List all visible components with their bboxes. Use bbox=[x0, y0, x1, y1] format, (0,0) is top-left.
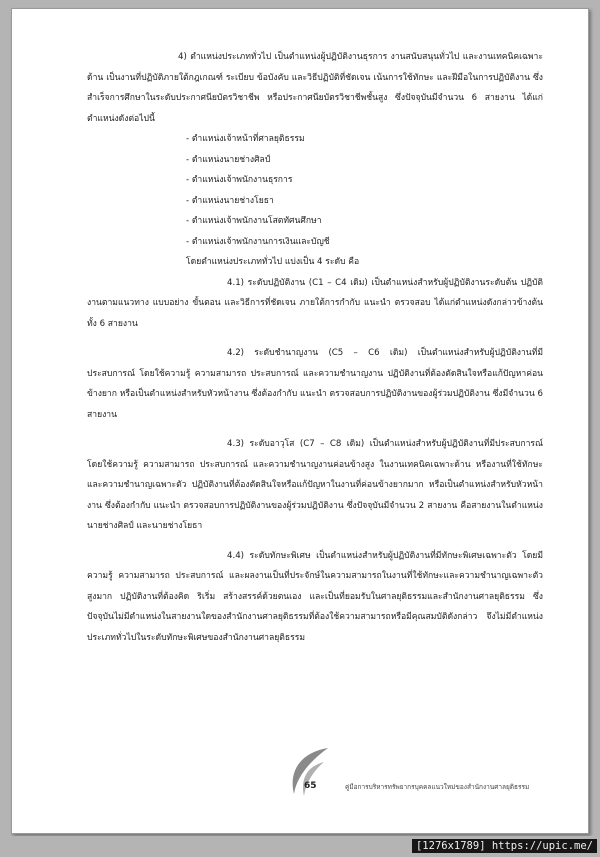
position-list-item: - ตำแหน่งนายช่างโยธา bbox=[186, 195, 274, 206]
paragraph-4: 4) ตำแหน่งประเภททั่วไป เป็นตำแหน่งผู้ปฏิบัติงานธุรการ งานสนับสนุนทั่วไป และงานเทคนิคเฉพาะด้าน เป็นงานที่ปฏิบัติภายใต้กฎเกณฑ์ ระเบียบ ข้อบังคับ และวิธีปฏิบัติที่ชัดเจน เน้นการใช้ทักษะ และฝีมือในการปฏิบัติงาน ซึ่งสำเร็จการศึกษาในระดับประกาศนียบัตรวิชาชีพ หรือประกาศนียบัตรวิชาชีพชั้นสูง ซึ่งปัจจุบันมีจำนวน 6 สายงาน ได้แก่ตำแหน่งดังต่อไปนี้ bbox=[87, 52, 543, 124]
swoosh-logo-icon bbox=[284, 744, 334, 800]
paragraph-level-4-1: 4.1) ระดับปฏิบัติงาน (C1 – C4 เดิม) เป็นตำแหน่งสำหรับผู้ปฏิบัติงานระดับต้น ปฏิบัติงานตามแนวทาง แบบอย่าง ขั้นตอน และวิธีการที่ชัดเจน ภายใต้การกำกับ แนะนำ ตรวจสอบ ได้แก่ตำแหน่งดังกล่าวข้างต้นทั้ง 6 สายงาน bbox=[87, 277, 543, 329]
levels-intro: โดยตำแหน่งประเภททั่วไป แบ่งเป็น 4 ระดับ คือ bbox=[186, 257, 360, 267]
footer-title: คู่มือการบริหารทรัพยากรบุคคลแนวใหม่ของสำนักงานศาลยุติธรรม bbox=[345, 783, 530, 791]
paragraph-level-4-3: 4.3) ระดับอาวุโส (C7 – C8 เดิม) เป็นตำแหน่งสำหรับผู้ปฏิบัติงานที่มีประสบการณ์ โดยใช้ความรู้ ความสามารถ ประสบการณ์ และความชำนาญงานค่อนข้างสูง ในงานเทคนิคเฉพาะด้าน หรืองานที่ใช้ทักษะและความชำนาญเฉพาะตัว ปฏิบัติงานที่ต้องตัดสินใจหรือแก้ปัญหาในงานที่ค่อนข้างยากมาก หรือเป็นตำแหน่งสำหรับหัวหน้างาน ซึ่งต้องกำกับ แนะนำ ตรวจสอบการปฏิบัติงานของผู้ร่วมปฏิบัติงาน ซึ่งปัจจุบันมีจำนวน 2 สายงาน คือสายงานในตำแหน่งนายช่างศิลป์ และนายช่างโยธา bbox=[87, 439, 543, 531]
position-list-item: - ตำแหน่งนายช่างศิลป์ bbox=[186, 154, 271, 165]
image-watermark: [1276x1789] https://upic.me/ bbox=[412, 839, 597, 853]
position-list-item: - ตำแหน่งเจ้าพนักงานการเงินและบัญชี bbox=[186, 236, 330, 247]
document-page bbox=[11, 8, 589, 834]
page-number: 65 bbox=[304, 781, 317, 791]
paragraph-level-4-2: 4.2) ระดับชำนาญงาน (C5 – C6 เดิม) เป็นตำแหน่งสำหรับผู้ปฏิบัติงานที่มีประสบการณ์ โดยใช้ความรู้ ความสามารถ ประสบการณ์ และความชำนาญงาน ปฏิบัติงานที่ต้องตัดสินใจหรือแก้ปัญหาค่อนข้างยาก หรือเป็นตำแหน่งสำหรับหัวหน้างาน ซึ่งต้องกำกับ แนะนำ ตรวจสอบการปฏิบัติงานของผู้ร่วมปฏิบัติงาน ซึ่งมีจำนวน 6 สายงาน bbox=[87, 348, 543, 420]
position-list-item: - ตำแหน่งเจ้าหน้าที่ศาลยุติธรรม bbox=[186, 134, 305, 144]
paragraph-level-4-4: 4.4) ระดับทักษะพิเศษ เป็นตำแหน่งสำหรับผู้ปฏิบัติงานที่มีทักษะพิเศษเฉพาะตัว โดยมีความรู้ ความสามารถ ประสบการณ์ และผลงานเป็นที่ประจักษ์ในความสามารถในงานที่ใช้ทักษะและความชำนาญเฉพาะตัวสูงมาก ปฏิบัติงานที่ต้องคิด ริเริ่ม สร้างสรรค์ด้วยตนเอง และเป็นที่ยอมรับในศาลยุติธรรมและสำนักงานศาลยุติธรรม ซึ่งปัจจุบันไม่มีตำแหน่งในสายงานใดของสำนักงานศาลยุติธรรมที่ต้องใช้ความสามารถหรือมีคุณสมบัติดังกล่าว จึงไม่มีตำแหน่งประเภททั่วไปในระดับทักษะพิเศษของสำนักงานศาลยุติธรรม bbox=[87, 550, 543, 643]
position-list-item: - ตำแหน่งเจ้าพนักงานธุรการ bbox=[186, 175, 293, 185]
position-list-item: - ตำแหน่งเจ้าพนักงานโสตทัศนศึกษา bbox=[186, 216, 322, 226]
page-content bbox=[87, 47, 543, 648]
